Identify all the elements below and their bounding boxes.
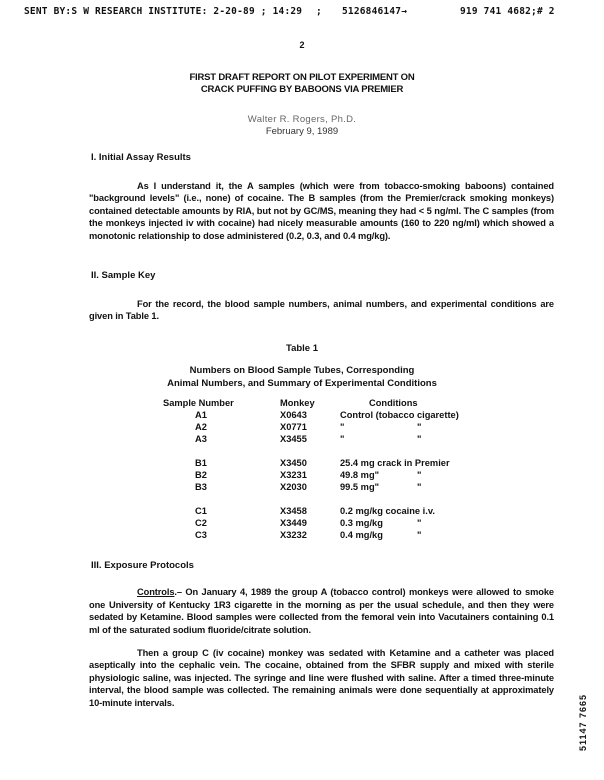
table-caption-line-1: Numbers on Blood Sample Tubes, Corresponding <box>189 365 415 377</box>
sample-cell: C2 <box>195 518 207 529</box>
condition-cell: 49.8 mg" <box>340 470 380 481</box>
table-label: Table 1 <box>285 342 319 354</box>
sample-cell: C3 <box>195 530 207 541</box>
header-conditions: Conditions <box>369 398 418 409</box>
condition-cell: " <box>340 434 345 445</box>
monkey-cell: X3449 <box>280 518 307 529</box>
sample-cell: B2 <box>195 470 207 481</box>
section-3-text-2: Then a group C (iv cocaine) monkey was sedated with Ketamine and a catheter was placed aseptically into the cephalic vein. The cocaine, obtained from the SFBR supply and mixed with sterile physiologic saline, was injected. The syringe and line were flushed with saline. After a timed three-minute interval, the blood sample was collected. The remaining animals were done sequentially at approximately 10-minute intervals. <box>89 647 554 708</box>
monkey-cell: X0771 <box>280 422 307 433</box>
section-3-paragraph-1 <box>89 586 554 636</box>
table-header-row <box>163 398 554 410</box>
table-row <box>163 434 554 446</box>
controls-lead: Controls <box>137 587 175 598</box>
table-caption <box>0 365 604 390</box>
sample-cell: A1 <box>195 410 207 421</box>
table-row <box>163 458 554 470</box>
section-1-paragraph <box>89 180 554 242</box>
table-row <box>163 470 554 482</box>
ditto-cell: " <box>417 530 422 541</box>
monkey-cell: X3232 <box>280 530 307 541</box>
header-monkey: Monkey <box>280 398 315 409</box>
sample-cell: C1 <box>195 506 207 517</box>
table-row <box>163 422 554 434</box>
table-row <box>163 482 554 494</box>
monkey-cell: X3458 <box>280 506 307 517</box>
sample-table <box>163 398 554 542</box>
document-title <box>0 72 604 96</box>
sample-cell: B3 <box>195 482 207 493</box>
table-row <box>163 410 554 422</box>
monkey-cell: X3455 <box>280 434 307 445</box>
ditto-cell: " <box>417 470 422 481</box>
bates-number: 51147 7665 <box>578 693 588 751</box>
title-line-1: FIRST DRAFT REPORT ON PILOT EXPERIMENT ON <box>189 72 415 83</box>
monkey-cell: X2030 <box>280 482 307 493</box>
fax-header <box>24 6 594 20</box>
section-2-paragraph <box>89 298 554 323</box>
sample-cell: B1 <box>195 458 207 469</box>
table-group-gap <box>163 446 554 458</box>
condition-cell: " <box>340 422 345 433</box>
monkey-cell: X3231 <box>280 470 307 481</box>
table-row <box>163 518 554 530</box>
condition-cell: 0.2 mg/kg cocaine i.v. <box>340 506 435 517</box>
monkey-cell: X3450 <box>280 458 307 469</box>
sample-cell: A3 <box>195 434 207 445</box>
monkey-cell: X0643 <box>280 410 307 421</box>
ditto-cell: " <box>417 434 422 445</box>
ditto-cell: " <box>417 482 422 493</box>
section-heading-3: III. Exposure Protocols <box>91 560 194 572</box>
author-name: Walter R. Rogers, Ph.D. <box>247 114 357 125</box>
table-row <box>163 506 554 518</box>
condition-cell: 25.4 mg crack in Premier <box>340 458 450 469</box>
section-heading-2: II. Sample Key <box>91 270 156 282</box>
condition-cell: Control (tobacco cigarette) <box>340 410 459 421</box>
ditto-cell: " <box>417 422 422 433</box>
condition-cell: 0.4 mg/kg <box>340 530 383 541</box>
fax-sender-line: SENT BY:S W RESEARCH INSTITUTE: 2-20-89 ; 14:29 <box>24 6 303 17</box>
condition-cell: 99.5 mg" <box>340 482 380 493</box>
section-2-text: For the record, the blood sample numbers, animal numbers, and experimental conditions are given in Table 1. <box>89 299 554 322</box>
fax-to-number: 919 741 4682;# 2 <box>460 6 555 17</box>
ditto-cell: " <box>417 518 422 529</box>
author-block <box>0 114 604 138</box>
fax-from-number: 5126846147→ <box>342 6 408 17</box>
table-group-gap <box>163 494 554 506</box>
page-number: 2 <box>299 40 305 50</box>
section-3-text-1: .– On January 4, 1989 the group A (tobacco control) monkeys were allowed to smoke one University of Kentucky 1R3 cigarette in the morning as per the usual schedule, and then they were sedated by Ketamine. Blood samples were collected from the femoral vein into Vacutainers containing 0.1 ml of the saturated sodium fluoride/citrate solution. <box>89 587 554 635</box>
fax-separator: ; <box>316 6 322 17</box>
table-row <box>163 530 554 542</box>
sample-cell: A2 <box>195 422 207 433</box>
table-caption-line-2: Animal Numbers, and Summary of Experimental Conditions <box>167 377 437 389</box>
condition-cell: 0.3 mg/kg <box>340 518 383 529</box>
section-heading-1: I. Initial Assay Results <box>91 152 191 163</box>
report-body <box>89 152 554 709</box>
header-sample-number: Sample Number <box>163 398 234 409</box>
document-date: February 9, 1989 <box>265 126 339 137</box>
title-line-2: CRACK PUFFING BY BABOONS VIA PREMIER <box>200 84 404 95</box>
section-1-text: As I understand it, the A samples (which were from tobacco-smoking baboons) contained "background levels" (i.e., none) of cocaine. The B samples (from the Premier/crack smoking monkeys) contained detectable amounts by RIA, but not by GC/MS, meaning they had < 5 ng/ml. The C samples (from the monkeys injected iv with cocaine) had nicely measurable amounts (160 to 220 ng/ml) which showed a monotonic relationship to dose administered (0.2, 0.3, and 0.4 mg/kg). <box>89 181 554 241</box>
section-3-paragraph-2 <box>89 647 554 709</box>
